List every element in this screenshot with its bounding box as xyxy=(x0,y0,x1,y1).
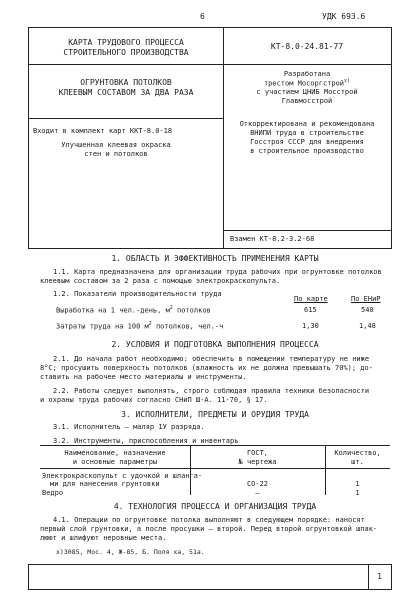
included-line1: Входит в комплект карт ККТ-8.0-18 xyxy=(33,127,173,135)
developed-line2: трестом Мосоргстрой$^{x)}$ xyxy=(263,78,351,88)
section-4-heading: 4. ТЕХНОЛОГИЯ ПРОЦЕССА И ОРГАНИЗАЦИЯ ТРУДА xyxy=(113,502,317,511)
card-code: КТ-8.0-24.81-77 xyxy=(270,42,344,51)
metric-output-card: 615 xyxy=(304,306,317,314)
section-1-heading: 1. ОБЛАСТЬ И ЭФФЕКТИВНОСТЬ ПРИМЕНЕНИЯ КАРТЫ xyxy=(111,254,319,263)
para-1-1-line1: 1.1. Карта предназначена для организации труда рабочих при огрунтовке потолков xyxy=(53,268,382,276)
sheet-number: 1 xyxy=(377,572,382,581)
tools-th-name-line2: и основные параметры xyxy=(72,458,158,466)
para-4-1-line3: люют и шлифуют неровные места. xyxy=(40,534,167,542)
para-2-1-line2: 8°С; просушить поверхность потолков (влажность их не должна превышать 70%); до- xyxy=(40,364,373,372)
col-by-card: По карте xyxy=(294,295,328,303)
tools-th-gost-line2: № чертежа xyxy=(238,458,277,466)
metric-output-label: Выработка на 1 чел.-день, $м^2$ потолков xyxy=(56,305,211,315)
tools-row2-name: Ведро xyxy=(42,489,64,497)
revised-line1: Откорректирована и рекомендована xyxy=(239,120,375,128)
card-type-line2: СТРОИТЕЛЬНОГО ПРОИЗВОДСТВА xyxy=(63,48,189,57)
print-footnote: x)3085, Мос. 4, Ж-85, Б. Поля ха, 51а. xyxy=(56,548,205,556)
title-line2: КЛЕЕВЫМ СОСТАВОМ ЗА ДВА РАЗА xyxy=(58,88,194,97)
included-line3: стен и потолков xyxy=(84,150,148,158)
tools-th-qty-line1: Количество, xyxy=(334,449,381,457)
para-4-1-line2: первый слой грунтовки, а после просушки – второй. Перед второй огрунтовкой шпак- xyxy=(40,525,378,533)
tools-th-qty-line2: шт. xyxy=(351,458,364,466)
header-rule-3 xyxy=(223,230,391,231)
metric-labor-card: 1,30 xyxy=(302,322,319,330)
para-2-2-line2: и охраны труда рабочих согласно СНиП Ш-А. 11-70, § 17. xyxy=(40,396,268,404)
para-2-1-line3: ставить на рабочее место материалы и инструменты. xyxy=(40,373,247,381)
revised-line2: ВНИПИ труда в строительстве xyxy=(250,129,364,137)
included-line2: Улучшенная клеевая окраска xyxy=(61,141,171,149)
tools-table-header-rule xyxy=(40,468,390,469)
footer-frame xyxy=(28,564,392,590)
section-2-heading: 2. УСЛОВИЯ И ПОДГОТОВКА ВЫПОЛНЕНИЯ ПРОЦЕССА xyxy=(111,340,319,349)
metric-labor-label: Затраты труда на 100 $м^2$ потолков, чел.-ч xyxy=(56,321,224,331)
title-line1: ОГРУНТОВКА ПОТОЛКОВ xyxy=(80,78,172,87)
para-2-1-line1: 2.1. До начала работ необходимо: обеспечить в помещении температуру не ниже xyxy=(53,355,370,363)
para-4-1-line1: 4.1. Операции по огрунтовке потолка выполняют в следующем порядке: наносят xyxy=(53,516,365,524)
header-rule-1 xyxy=(28,64,391,65)
udk-code: УДК 693.6 xyxy=(322,12,366,21)
col-by-enir: По ЕНиР xyxy=(351,295,381,303)
para-3-1: 3.1. Исполнитель – маляр 1У разряда. xyxy=(53,423,205,431)
tools-row2-qty: 1 xyxy=(355,489,360,497)
metric-output-enir: 540 xyxy=(361,306,374,314)
page-number: 6 xyxy=(200,12,205,21)
para-2-2-line1: 2.2. Работы следует выполнять, строго соблюдая правила техники безопасности xyxy=(53,387,370,395)
header-divider xyxy=(223,27,224,248)
tools-row1-gost: СО-22 xyxy=(246,480,269,488)
replaces-note: Взамен КТ-8.2-3.2-68 xyxy=(230,235,315,243)
tools-row1-name-line2: ми для нанесения грунтовки xyxy=(50,480,160,488)
developed-line1: Разработана xyxy=(283,70,331,78)
metric-labor-enir: 1,48 xyxy=(359,322,376,330)
tools-row2-gost: – xyxy=(255,489,260,497)
para-1-1-line2: клеевым составом за 2 раза с помощью электрокраскопульта. xyxy=(40,277,281,285)
tools-table-top-rule xyxy=(40,445,390,446)
tools-th-name-line1: Наименование, назначение xyxy=(64,449,166,457)
tools-row1-qty: 1 xyxy=(355,480,360,488)
para-1-2: 1.2. Показатели производительности труда xyxy=(53,290,222,298)
revised-line3: Госстроя СССР для внедрения xyxy=(250,138,364,146)
section-3-heading: 3. ИСПОЛНИТЕЛИ, ПРЕДМЕТЫ И ОРУДИЯ ТРУДА xyxy=(121,410,309,419)
para-3-2: 3.2. Инструменты, приспособления и инвентарь xyxy=(53,437,239,445)
developed-line3: с участием ЦНИБ Мосстрой xyxy=(256,88,358,96)
header-rule-2 xyxy=(28,118,224,119)
card-type-line1: КАРТА ТРУДОВОГО ПРОЦЕССА xyxy=(68,38,184,47)
revised-line4: в строительное производство xyxy=(250,147,364,155)
developed-line4: Главмосстрой xyxy=(281,97,333,105)
tools-row1-name-line1: Электрокраскопульт с удочкой и шланга- xyxy=(42,472,203,480)
tools-th-gost-line1: ГОСТ, xyxy=(246,449,269,457)
